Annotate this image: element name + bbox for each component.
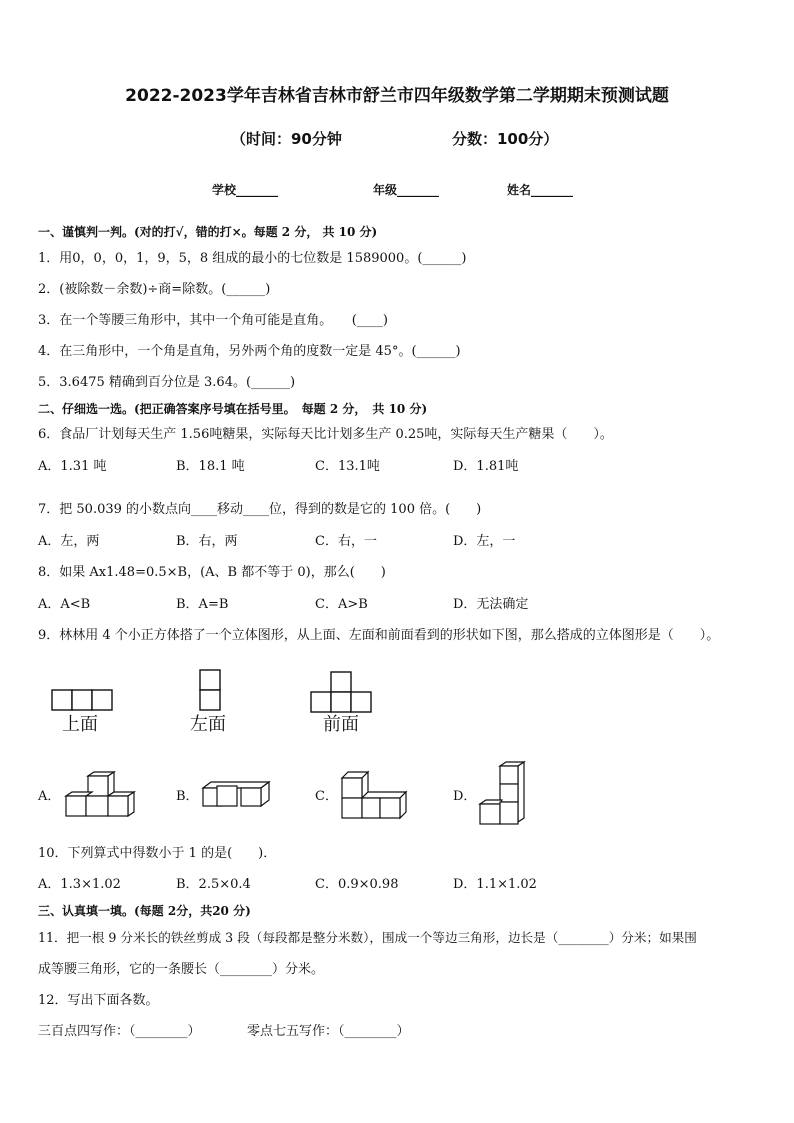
question-9-stem: 9．林林用 4 个小正方体搭了一个立体图形，从上面、左面和前面看到的形状如下图，那么搭成的立体图形是（ ）。: [38, 628, 720, 643]
q6-option-a: A．1.31 吨: [38, 459, 107, 474]
q9-option-d-figure: [480, 762, 526, 826]
top-view-figure: [52, 690, 112, 712]
score-label: 分数：100分）: [452, 130, 559, 148]
q7-option-c: C．右，一: [315, 534, 377, 549]
question-11-line-2: 成等腰三角形，它的一条腰长（________）分米。: [38, 962, 325, 977]
question-12-part-b: 零点七五写作：（________）: [247, 1024, 410, 1039]
left-view-label: 左面: [190, 714, 226, 735]
question-6-stem: 6．食品厂计划每天生产 1.56吨糖果，实际每天比计划多生产 0.25吨，实际每天生产糖果（ ）。: [38, 427, 613, 442]
q8-option-a: A．A<B: [38, 597, 91, 612]
q10-option-c: C．0.9×0.98: [315, 877, 399, 892]
q10-option-a: A．1.3×1.02: [38, 877, 121, 892]
question-5: 5．3.6475 精确到百分位是 3.64。(______): [38, 375, 296, 390]
q8-option-b: B．A=B: [176, 597, 229, 612]
school-field[interactable]: 学校_______: [212, 183, 279, 197]
q6-option-c: C．13.1吨: [315, 459, 380, 474]
question-8-stem: 8．如果 Ax1.48=0.5×B，(A、B 都不等于 0)，那么( ): [38, 565, 386, 580]
question-12: 12．写出下面各数。: [38, 993, 159, 1008]
page-title: 2022-2023学年吉林省吉林市舒兰市四年级数学第二学期期末预测试题: [125, 86, 669, 106]
q10-option-d: D．1.1×1.02: [453, 877, 537, 892]
grade-field[interactable]: 年级_______: [373, 183, 440, 197]
q9-option-a: A．: [38, 789, 61, 804]
time-label: （时间：90分钟: [231, 130, 342, 148]
question-10-stem: 10．下列算式中得数小于 1 的是( )．: [38, 846, 277, 861]
q6-option-b: B．18.1 吨: [176, 459, 245, 474]
q9-option-b-figure: [203, 782, 273, 810]
question-4: 4．在三角形中，一个角是直角，另外两个角的度数一定是 45°。(______): [38, 344, 461, 359]
front-view-label: 前面: [323, 714, 359, 735]
q9-option-d: D．: [453, 789, 477, 804]
section-1-heading: 一、谨慎判一判。(对的打√，错的打×。每题 2 分， 共 10 分): [38, 225, 378, 239]
q9-option-c: C．: [315, 789, 338, 804]
q6-option-d: D．1.81吨: [453, 459, 519, 474]
q8-option-d: D．无法确定: [453, 597, 529, 612]
top-view-label: 上面: [62, 714, 98, 735]
q9-option-a-figure: [66, 772, 132, 818]
section-2-heading: 二、仔细选一选。(把正确答案序号填在括号里。 每题 2 分， 共 10 分): [38, 402, 428, 416]
question-2: 2．(被除数－余数)÷商=除数。(______): [38, 282, 271, 297]
section-3-heading: 三、认真填一填。(每题 2分，共20 分): [38, 904, 251, 918]
q10-option-b: B．2.5×0.4: [176, 877, 251, 892]
question-11-line-1: 11．把一根 9 分米长的铁丝剪成 3 段（每段都是整分米数），围成一个等边三角形，边长是（________）分米；如果围: [38, 930, 697, 945]
question-3: 3．在一个等腰三角形中，其中一个角可能是直角。 (____): [38, 313, 388, 328]
front-view-figure: [311, 672, 371, 714]
q7-option-a: A．左，两: [38, 534, 100, 549]
q7-option-d: D．左，一: [453, 534, 516, 549]
name-field[interactable]: 姓名_______: [507, 183, 574, 197]
left-view-figure: [200, 670, 220, 712]
question-7-stem: 7．把 50.039 的小数点向____移动____位，得到的数是它的 100 倍。( ): [38, 502, 482, 517]
q7-option-b: B．右，两: [176, 534, 238, 549]
question-12-part-a: 三百点四写作：（________）: [38, 1024, 201, 1039]
q8-option-c: C．A>B: [315, 597, 368, 612]
q9-option-b: B．: [176, 789, 199, 804]
question-1: 1．用0，0，0，1，9，5，8 组成的最小的七位数是 1589000。(______): [38, 251, 467, 266]
q9-option-c-figure: [342, 772, 408, 820]
